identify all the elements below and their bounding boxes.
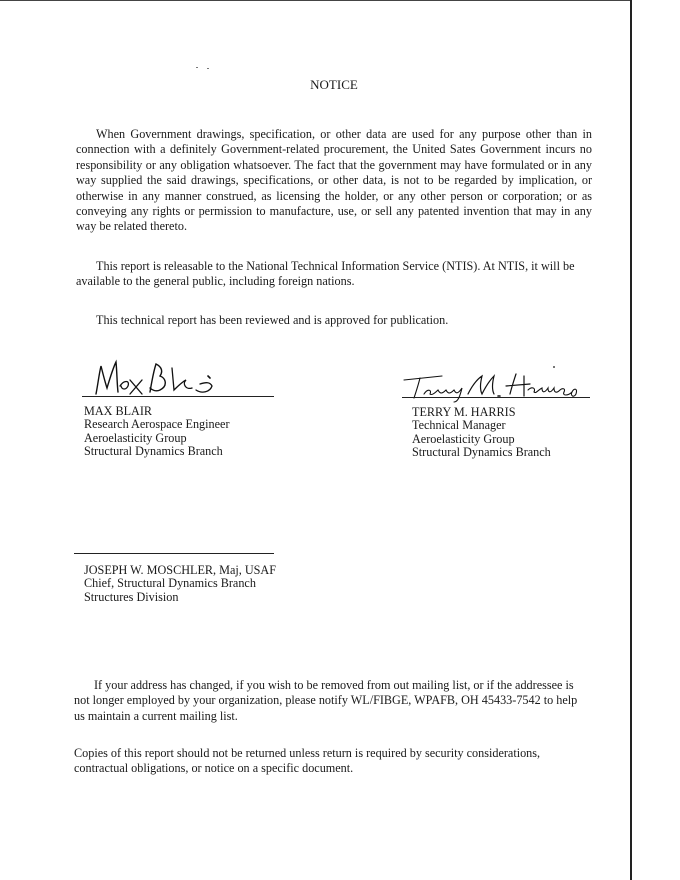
- notice-paragraph-releasability: [76, 259, 586, 290]
- signer-group: Aeroelasticity Group: [412, 431, 515, 446]
- signer-branch: Structural Dynamics Branch: [412, 444, 551, 459]
- paragraph-text: If your address has changed, if you wish to be removed from out mailing list, or if the addressee is not longer employed by your organization, please notify WL/FIBGE, WPAFB, OH 45433-7542 to help us maintain a current mailing list.: [74, 678, 578, 723]
- signature-line-max-blair: [82, 396, 274, 397]
- signer-title: Research Aerospace Engineer: [84, 417, 230, 432]
- signature-max-blair: [90, 356, 240, 398]
- signer-division: Structures Division: [84, 589, 179, 604]
- right-edge-rule: [630, 0, 632, 880]
- signature-terry-harris: [402, 372, 587, 404]
- signer-branch: Structural Dynamics Branch: [84, 443, 223, 458]
- signer-name: MAX BLAIR: [84, 404, 153, 418]
- signer-name: TERRY M. HARRIS: [412, 405, 516, 419]
- paragraph-text: This report is releasable to the National Technical Information Service (NTIS). At NTIS, it will be available to the general public, including foreign nations.: [76, 259, 575, 289]
- signer-title: Chief, Structural Dynamics Branch: [84, 576, 256, 591]
- top-edge-rule: [0, 0, 632, 1]
- mailing-list-paragraph: [74, 678, 586, 724]
- signer-block-moschler: [84, 564, 276, 604]
- scan-speck: [196, 67, 198, 68]
- signer-block-terry-harris: [412, 406, 551, 459]
- scan-speck: [207, 68, 209, 69]
- paragraph-text: Copies of this report should not be returned unless return is required by security considerations, contractual obligations, or notice on a specific document.: [74, 746, 541, 776]
- notice-paragraph-approval: [76, 313, 586, 328]
- signer-block-max-blair: [84, 405, 230, 458]
- paragraph-text: When Government drawings, specification, or other data are used for any purpose other than in connection with a definitely Government-related procurement, the United Sates Government incurs no responsibility or any obligation whatsoever. The fact that the government may have formulated or in any way supplied the said drawings, specifications, or other data, is not to be regarded by implication, or otherwise in any manner construed, as licensing the holder, or any other person or corporation; or as conveying any rights or permission to manufacture, use, or sell any patented invention that may in any way be related thereto.: [76, 127, 592, 234]
- signer-name: JOSEPH W. MOSCHLER, Maj, USAF: [84, 563, 276, 577]
- scan-speck: [553, 366, 555, 368]
- notice-title: NOTICE: [310, 77, 358, 92]
- signer-title: Technical Manager: [412, 418, 506, 433]
- notice-paragraph-disclaimer: [76, 127, 592, 235]
- paragraph-text: This technical report has been reviewed and is approved for publication.: [96, 313, 449, 327]
- signer-group: Aeroelasticity Group: [84, 430, 187, 445]
- signature-line-moschler: [74, 553, 274, 554]
- copies-return-paragraph: [74, 746, 594, 777]
- signature-line-terry-harris: [402, 397, 590, 398]
